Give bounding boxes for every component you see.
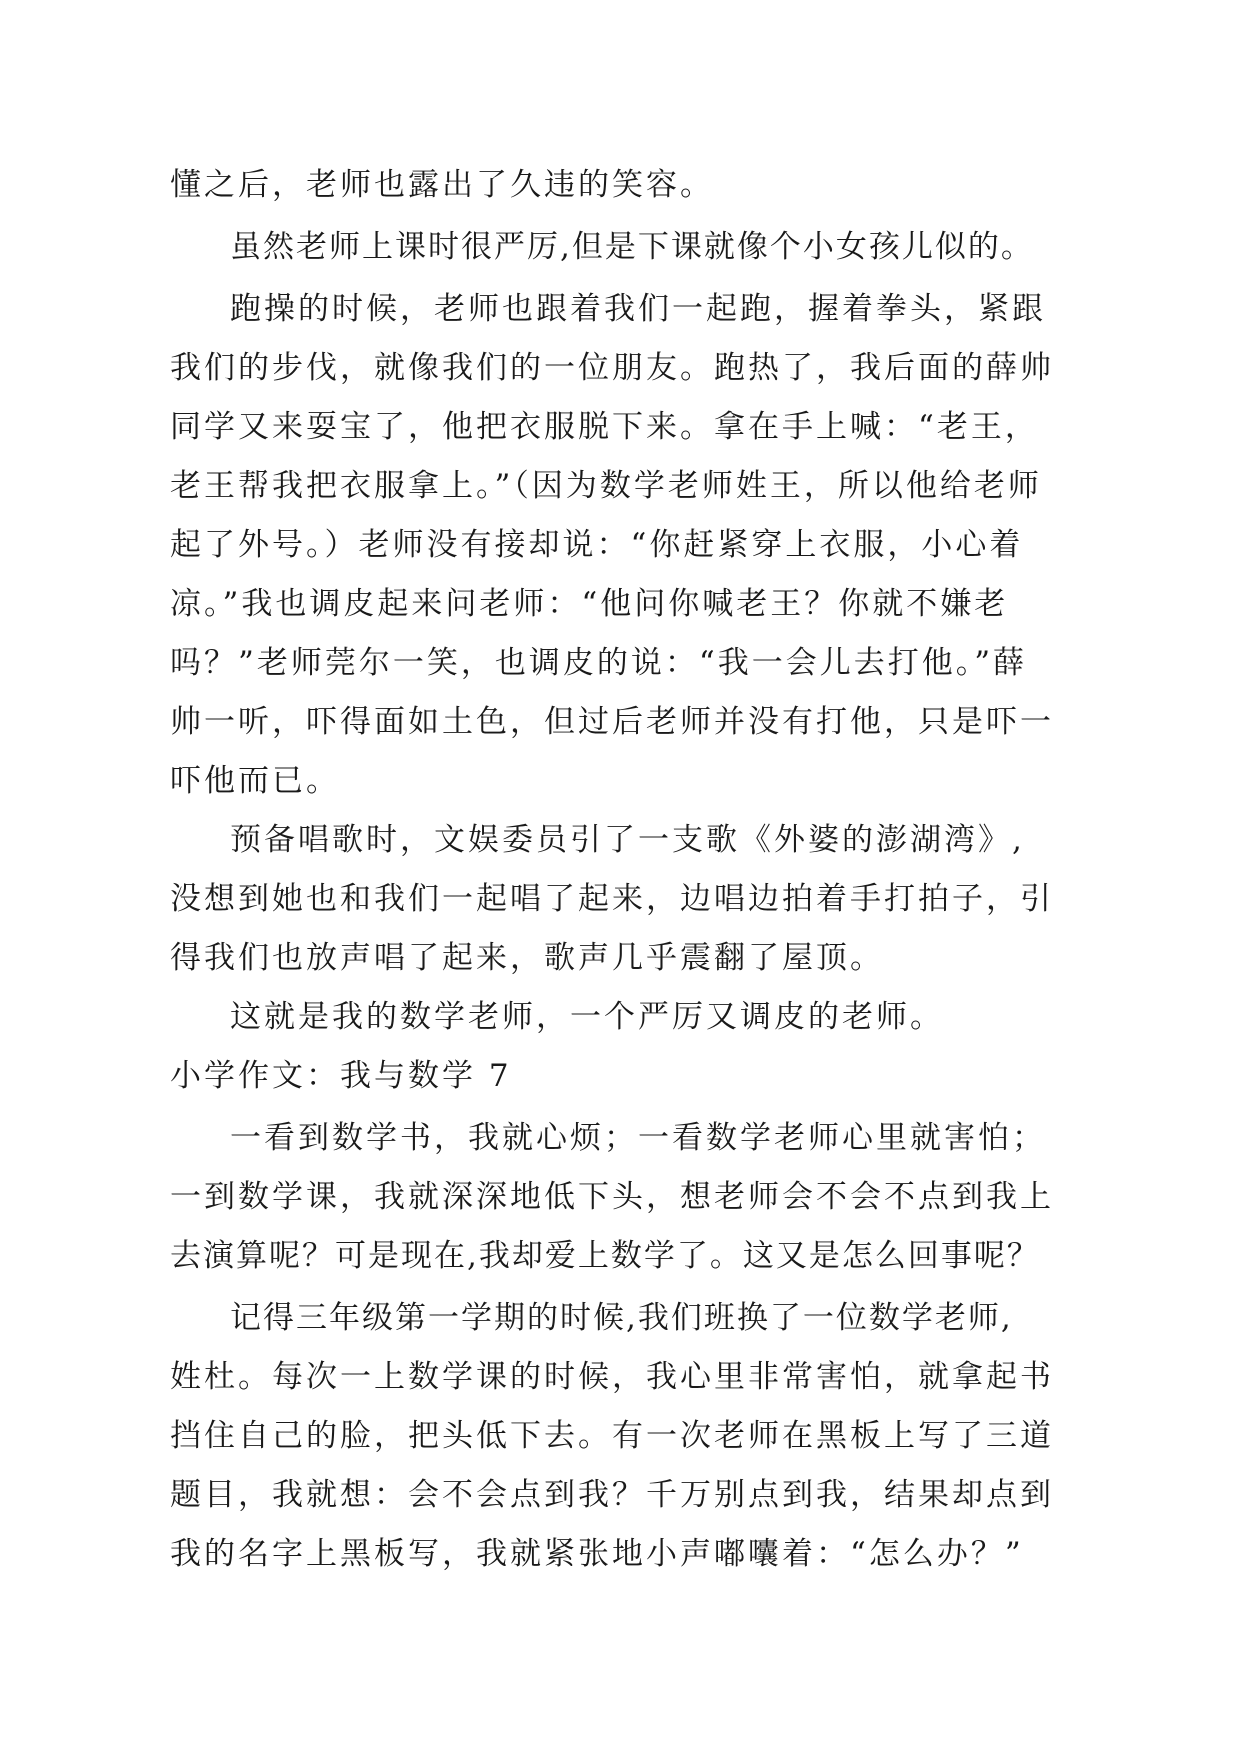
text-line: 没想到她也和我们一起唱了起来，边唱边拍着手打拍子，引 — [170, 881, 1054, 917]
text-line: 吓他而已。 — [170, 763, 340, 799]
text-line: 跑操的时候，老师也跟着我们一起跑，握着拳头，紧跟 — [230, 291, 1046, 327]
text-line: 挡住自己的脸，把头低下去。有一次老师在黑板上写了三道 — [170, 1418, 1054, 1454]
text-line: 一看到数学书，我就心烦；一看数学老师心里就害怕； — [230, 1120, 1046, 1156]
text-line: 我们的步伐，就像我们的一位朋友。跑热了，我后面的薛帅 — [170, 350, 1054, 386]
text-line: 虽然老师上课时很严厉,但是下课就像个小女孩儿似的。 — [230, 229, 1034, 265]
text-line: 起了外号。）老师没有接却说：“你赶紧穿上衣服，小心着 — [170, 527, 1024, 563]
text-line: 姓杜。每次一上数学课的时候，我心里非常害怕，就拿起书 — [170, 1359, 1054, 1395]
text-line: 这就是我的数学老师，一个严厉又调皮的老师。 — [230, 999, 944, 1035]
text-line: 记得三年级第一学期的时候,我们班换了一位数学老师, — [230, 1300, 1013, 1336]
text-line: 同学又来耍宝了，他把衣服脱下来。拿在手上喊：“老王， — [170, 409, 1039, 445]
text-line: 我的名字上黑板写，我就紧张地小声嘟囔着：“怎么办？” — [170, 1536, 1024, 1572]
text-line: 去演算呢？可是现在,我却爱上数学了。这又是怎么回事呢？ — [170, 1238, 1040, 1274]
section-title: 小学作文：我与数学 7 — [170, 1058, 512, 1094]
text-line: 得我们也放声唱了起来，歌声几乎震翻了屋顶。 — [170, 940, 884, 976]
text-line: 老王帮我把衣服拿上。”（因为数学老师姓王，所以他给老师 — [170, 468, 1042, 504]
text-line: 预备唱歌时，文娱委员引了一支歌《外婆的澎湖湾》, — [230, 822, 1025, 858]
text-line: 一到数学课，我就深深地低下头，想老师会不会不点到我上 — [170, 1179, 1054, 1215]
text-line: 帅一听，吓得面如土色，但过后老师并没有打他，只是吓一 — [170, 704, 1054, 740]
text-line: 凉。”我也调皮起来问老师：“他问你喊老王？你就不嫌老 — [170, 586, 1009, 622]
text-line: 吗？”老师莞尔一笑，也调皮的说：“我一会儿去打他。”薛 — [170, 645, 1028, 681]
text-line: 懂之后，老师也露出了久违的笑容。 — [170, 167, 714, 203]
text-line: 题目，我就想：会不会点到我？千万别点到我，结果却点到 — [170, 1477, 1054, 1513]
